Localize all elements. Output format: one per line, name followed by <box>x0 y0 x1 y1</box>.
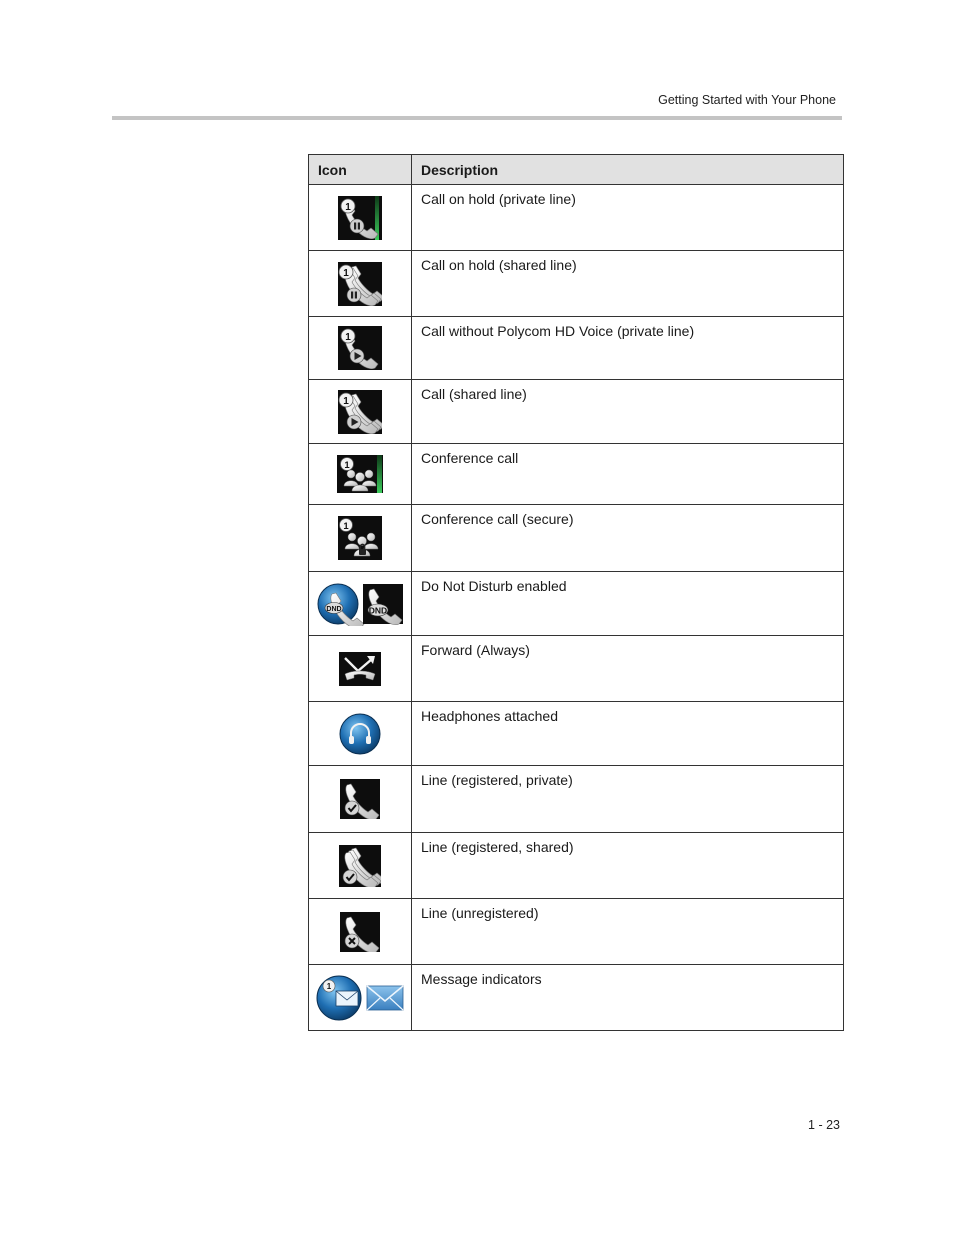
table-row <box>309 572 844 636</box>
header-rule <box>112 116 842 120</box>
table-row <box>309 185 844 251</box>
table-row <box>309 251 844 317</box>
svg-text:1: 1 <box>345 332 351 343</box>
table-row <box>309 505 844 572</box>
line-registered-shared-icon <box>339 845 381 887</box>
page-number: 1 - 23 <box>808 1118 840 1132</box>
svg-text:DND: DND <box>326 605 342 613</box>
svg-text:1: 1 <box>343 267 349 279</box>
icon-cell <box>309 444 412 505</box>
icon-table <box>308 154 844 1031</box>
icon-cell <box>309 766 412 833</box>
svg-text:1: 1 <box>343 395 349 407</box>
table-row <box>309 833 844 899</box>
running-head: Getting Started with Your Phone <box>658 93 836 107</box>
line-unregistered-icon <box>340 912 380 952</box>
row-description: Message indicators <box>412 965 844 1031</box>
row-description: Call on hold (shared line) <box>412 251 844 317</box>
svg-text:1: 1 <box>345 201 351 213</box>
table-row <box>309 899 844 965</box>
icon-cell <box>309 833 412 899</box>
svg-text:1: 1 <box>344 460 350 471</box>
icon-cell <box>309 185 412 251</box>
line-registered-private-icon <box>340 779 380 819</box>
icon-cell <box>309 380 412 444</box>
row-description: Line (unregistered) <box>412 899 844 965</box>
icon-cell <box>309 702 412 766</box>
table-row <box>309 965 844 1031</box>
row-description: Conference call (secure) <box>412 505 844 572</box>
column-header-icon: Icon <box>309 155 412 185</box>
icon-cell <box>309 572 412 636</box>
table-row <box>309 444 844 505</box>
row-description: Call on hold (private line) <box>412 185 844 251</box>
dnd-icon <box>316 582 404 626</box>
row-description: Headphones attached <box>412 702 844 766</box>
icon-cell <box>309 505 412 572</box>
svg-text:1: 1 <box>326 981 332 991</box>
row-description: Line (registered, private) <box>412 766 844 833</box>
table-row <box>309 766 844 833</box>
forward-always-icon <box>339 652 381 686</box>
row-description: Call without Polycom HD Voice (private line) <box>412 317 844 380</box>
table-row <box>309 702 844 766</box>
table-row <box>309 380 844 444</box>
table-header-row <box>309 155 844 185</box>
row-description: Do Not Disturb enabled <box>412 572 844 636</box>
column-header-description: Description <box>412 155 844 185</box>
conference-secure-icon <box>338 516 382 560</box>
icon-cell <box>309 251 412 317</box>
table-row <box>309 317 844 380</box>
svg-text:DND: DND <box>368 605 388 615</box>
hold-private-line-icon <box>338 196 382 240</box>
svg-text:1: 1 <box>343 521 349 532</box>
message-indicator-icon <box>315 974 405 1022</box>
row-description: Call (shared line) <box>412 380 844 444</box>
icon-cell <box>309 965 412 1031</box>
icon-cell <box>309 317 412 380</box>
icon-cell <box>309 636 412 702</box>
call-shared-line-icon <box>338 390 382 434</box>
icon-cell <box>309 899 412 965</box>
conference-call-icon <box>337 455 383 493</box>
call-no-hd-private-icon <box>338 326 382 370</box>
headphones-icon <box>338 712 382 756</box>
row-description: Conference call <box>412 444 844 505</box>
row-description: Line (registered, shared) <box>412 833 844 899</box>
row-description: Forward (Always) <box>412 636 844 702</box>
hold-shared-line-icon <box>338 262 382 306</box>
table-row <box>309 636 844 702</box>
